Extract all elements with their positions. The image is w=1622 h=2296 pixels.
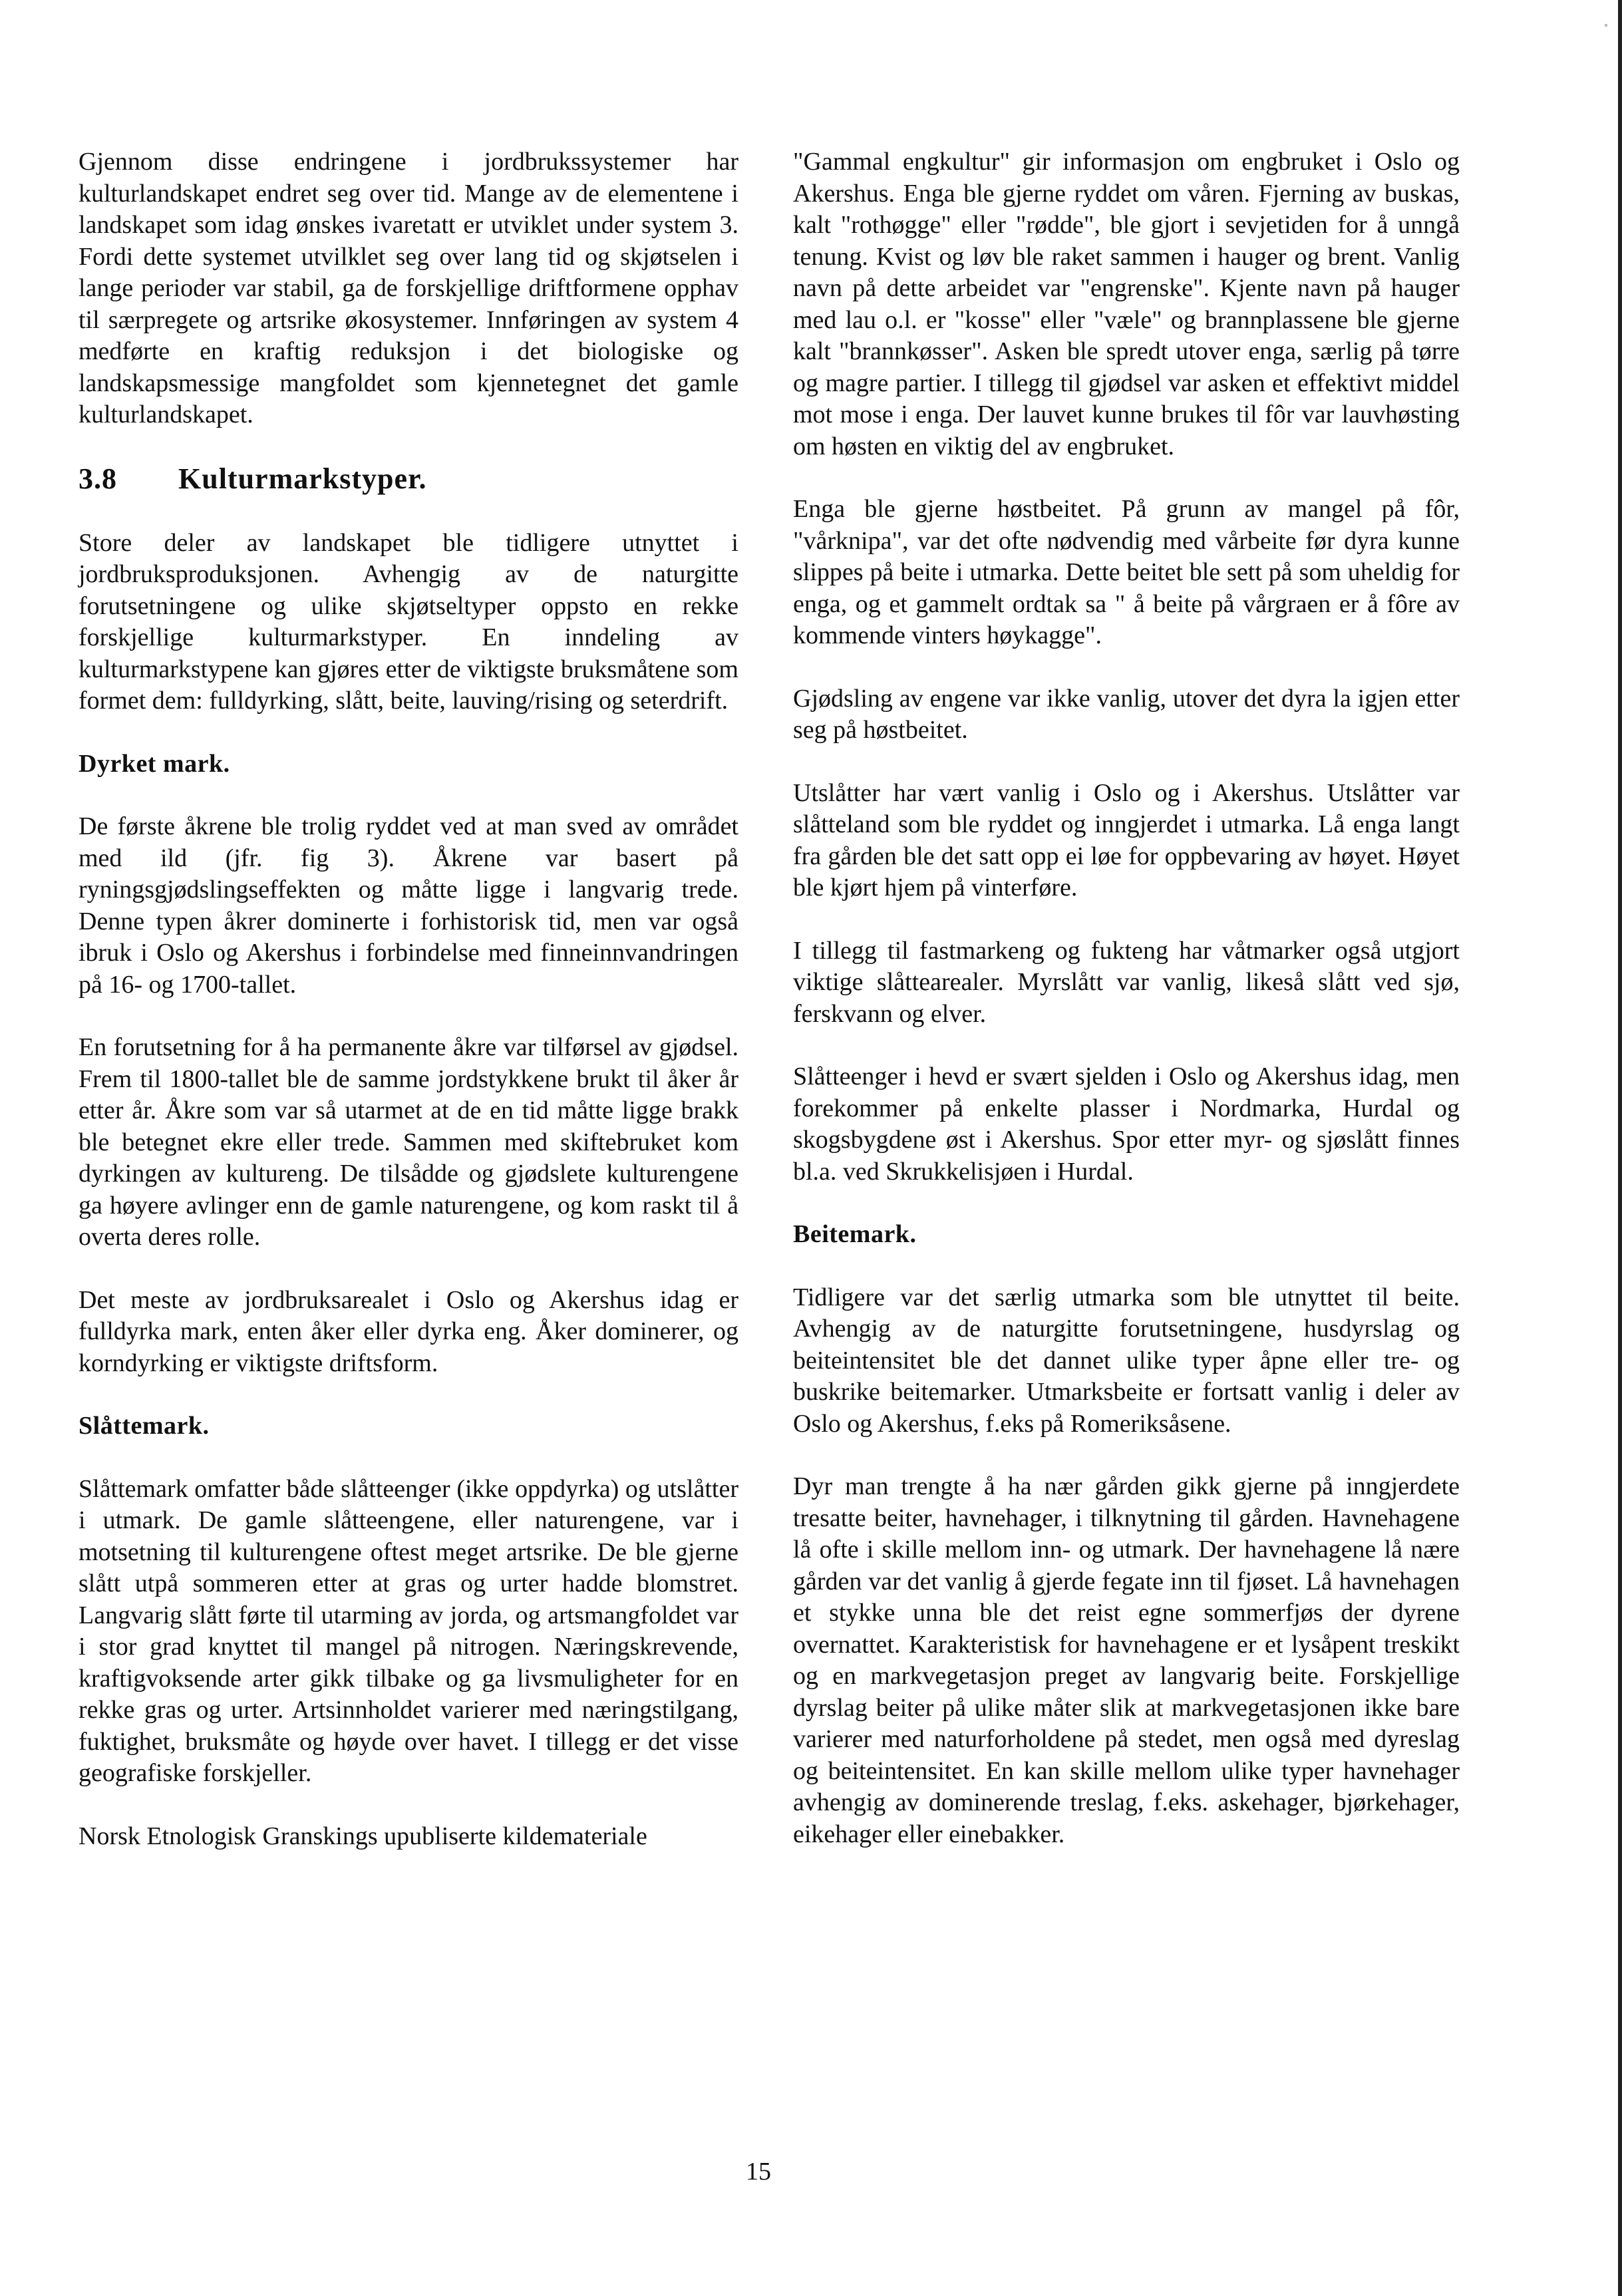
paragraph-kulturmarkstyper-intro: Store deler av landskapet ble tidligere utnyttet i jordbruksproduksjonen. Avhengig av de naturgitte forutsetningene og ulike skjøtseltyper oppsto en rekke forskjellige kulturmarkstyper. En inndeling av kulturmarkstypene kan gjøres etter de viktigste bruksmåtene som formet dem: fulldyrking, slått, beite, lauving/rising og seterdrift. bbox=[79, 528, 738, 715]
paragraph-havnehager: Dyr man trengte å ha nær gården gikk gjerne på inngjerdete tresatte beiter, havnehager, i tilknytning til gården. Havnehagene lå ofte i skille mellom inn- og utmark. Der havnehagene lå nære gården var det vanlig å gjerde fegate inn til fjøset. Lå havnehagen et stykke unna ble det reist egne sommerfjøs der dyrene overnattet. Karakteristisk for havnehagene er et lysåpent treskikt og en markvegetasjon preget av langvarig beite. Forskjellige dyrslag beiter på ulike måter slik at markvegetasjonen ikke bare varierer med naturforholdene på stedet, men også med dyreslag og beiteintensitet. En kan skille mellom ulike typer havnehager avhengig av dominerende treslag, f.eks. askehager, bjørkehager, eikehager eller einebakker. bbox=[793, 1472, 1460, 1848]
subheading-slattemark: Slåttemark. bbox=[79, 1412, 210, 1440]
left-column bbox=[79, 146, 738, 1852]
paragraph-utslatter: Utslåtter har vært vanlig i Oslo og i Akershus. Utslåtter var slåtteland som ble ryddet og inngjerdet i utmarka. Lå enga langt fra gården ble det satt opp ei løe for oppbevaring av høyet. Høyet ble kjørt hjem på vinterføre. bbox=[793, 778, 1460, 902]
page-number: 15 bbox=[746, 2158, 771, 2186]
paragraph-gammal-engkultur: "Gammal engkultur" gir informasjon om engbruket i Oslo og Akershus. Enga ble gjerne ryddet om våren. Fjerning av buskas, kalt "rothøgge" eller "rødde", ble gjort i sevjetiden for å unngå tenung. Kvist og løv ble raket sammen i hauger og brent. Vanlig navn på dette arbeidet var "engrenske". Kjente navn på hauger med lau o.l. er "kosse" eller "væle" og brannplassene ble gjerne kalt "brannkøsser". Asken ble spredt utover enga, særlig på tørre og magre partier. I tillegg til gjødsel var asken et effektivt middel mot mose i enga. Der lauvet kunne brukes til fôr var lauvhøsting om høsten en viktig del av engbruket. bbox=[793, 148, 1460, 460]
scan-edge bbox=[1618, 0, 1622, 2296]
paragraph-slatteenger-hevd: Slåtteenger i hevd er svært sjelden i Oslo og Akershus idag, men forekommer på enkelte plasser i Nordmarka, Hurdal og skogsbygdene øst i Akershus. Spor etter myr- og sjøslått finnes bl.a. ved Skrukkelisjøen i Hurdal. bbox=[793, 1063, 1460, 1186]
subheading-dyrket-mark: Dyrket mark. bbox=[79, 749, 230, 778]
scan-speck bbox=[1605, 24, 1607, 27]
paragraph-utmarksbeite: Tidligere var det særlig utmarka som ble utnyttet til beite. Avhengig av de naturgitte forutsetningene, husdyrslag og beiteintensitet ble det dannet ulike typer åpne eller tre- og buskrike beitemarker. Utmarksbeite er fortsatt vanlig i deler av Oslo og Akershus, f.eks på Romeriksåsene. bbox=[793, 1283, 1460, 1438]
section-number: 3.8 bbox=[79, 462, 117, 495]
paragraph-first-fields: De første åkrene ble trolig ryddet ved at man sved av området med ild (jfr. fig 3). Åkrene var basert på ryningsgjødslingseffekten og måtte ligge i langvarig trede. Denne typen åkrer dominerte i forhistorisk tid, men var også ibruk i Oslo og Akershus i forbindelse med finneinnvandringen på 16- og 1700-tallet. bbox=[79, 812, 738, 999]
section-heading bbox=[79, 462, 738, 496]
right-column bbox=[793, 146, 1460, 1850]
paragraph-hostbeite: Enga ble gjerne høstbeitet. På grunn av mangel på fôr, "vårknipa", var det ofte nødvendig med vårbeite før dyra kunne slippes på beite i utmarka. Dette beitet ble sett på som uheldig for enga, og et gammelt ordtak sa " å beite på vårgraen er å fôre av kommende vinters høykagge". bbox=[793, 495, 1460, 649]
paragraph-system-changes: Gjennom disse endringene i jordbrukssystemer har kulturlandskapet endret seg over tid. Mange av de elementene i landskapet som idag ønskes ivaretatt er utviklet under system 3. Fordi dette systemet utvilklet seg over lang tid og skjøtselen i lange perioder var stabil, ga de forskjellige driftformene opphav til særpregete og artsrike økosystemer. Innføringen av system 4 medførte en kraftig reduksjon i det biologiske og landskapsmessige mangfoldet som kjennetegnet det gamle kulturlandskapet. bbox=[79, 148, 738, 428]
paragraph-source-material: Norsk Etnologisk Granskings upubliserte kildemateriale bbox=[79, 1822, 647, 1850]
paragraph-slattemark-description: Slåttemark omfatter både slåtteenger (ikke oppdyrka) og utslåtter i utmark. De gamle slåtteengene, eller naturengene, var i motsetning til kulturengene oftest meget artsrike. De ble gjerne slått utpå sommeren etter at gras og urter hadde blomstret. Langvarig slått førte til utarming av jorda, og artsmangfoldet var i stor grad knyttet til mangel på nitrogen. Næringskrevende, kraftigvoksende arter gikk tilbake og ga livsmuligheter for en rekke gras og urter. Artsinnholdet varierer med næringstilgang, fuktighet, bruksmåte og høyde over havet. I tillegg er det visse geografiske forskjeller. bbox=[79, 1474, 738, 1787]
section-title: Kulturmarkstyper. bbox=[178, 462, 427, 495]
paragraph-permanent-fields: En forutsetning for å ha permanente åkre var tilførsel av gjødsel. Frem til 1800-tallet ble de samme jordstykkene brukt til åker år etter år. Åkre som var så utarmet at de en tid måtte ligge brakk ble betegnet ekre eller trede. Sammen med skiftebruket kom dyrkingen av kultureng. De tilsådde og gjødslete kulturengene ga høyere avlinger enn de gamle naturengene, og kom raskt til å overta deres rolle. bbox=[79, 1033, 738, 1251]
paragraph-gjodsling: Gjødsling av engene var ikke vanlig, utover det dyra la igjen etter seg på høstbeitet. bbox=[793, 684, 1460, 744]
paragraph-farmland-today: Det meste av jordbruksarealet i Oslo og Akershus idag er fulldyrka mark, enten åker eller dyrka eng. Åker dominerer, og korndyrking er viktigste driftsform. bbox=[79, 1285, 738, 1377]
subheading-beitemark: Beitemark. bbox=[793, 1220, 917, 1248]
paragraph-vatmarker: I tillegg til fastmarkeng og fukteng har våtmarker også utgjort viktige slåttearealer. Myrslått var vanlig, likeså slått ved sjø, ferskvann og elver. bbox=[793, 936, 1460, 1028]
